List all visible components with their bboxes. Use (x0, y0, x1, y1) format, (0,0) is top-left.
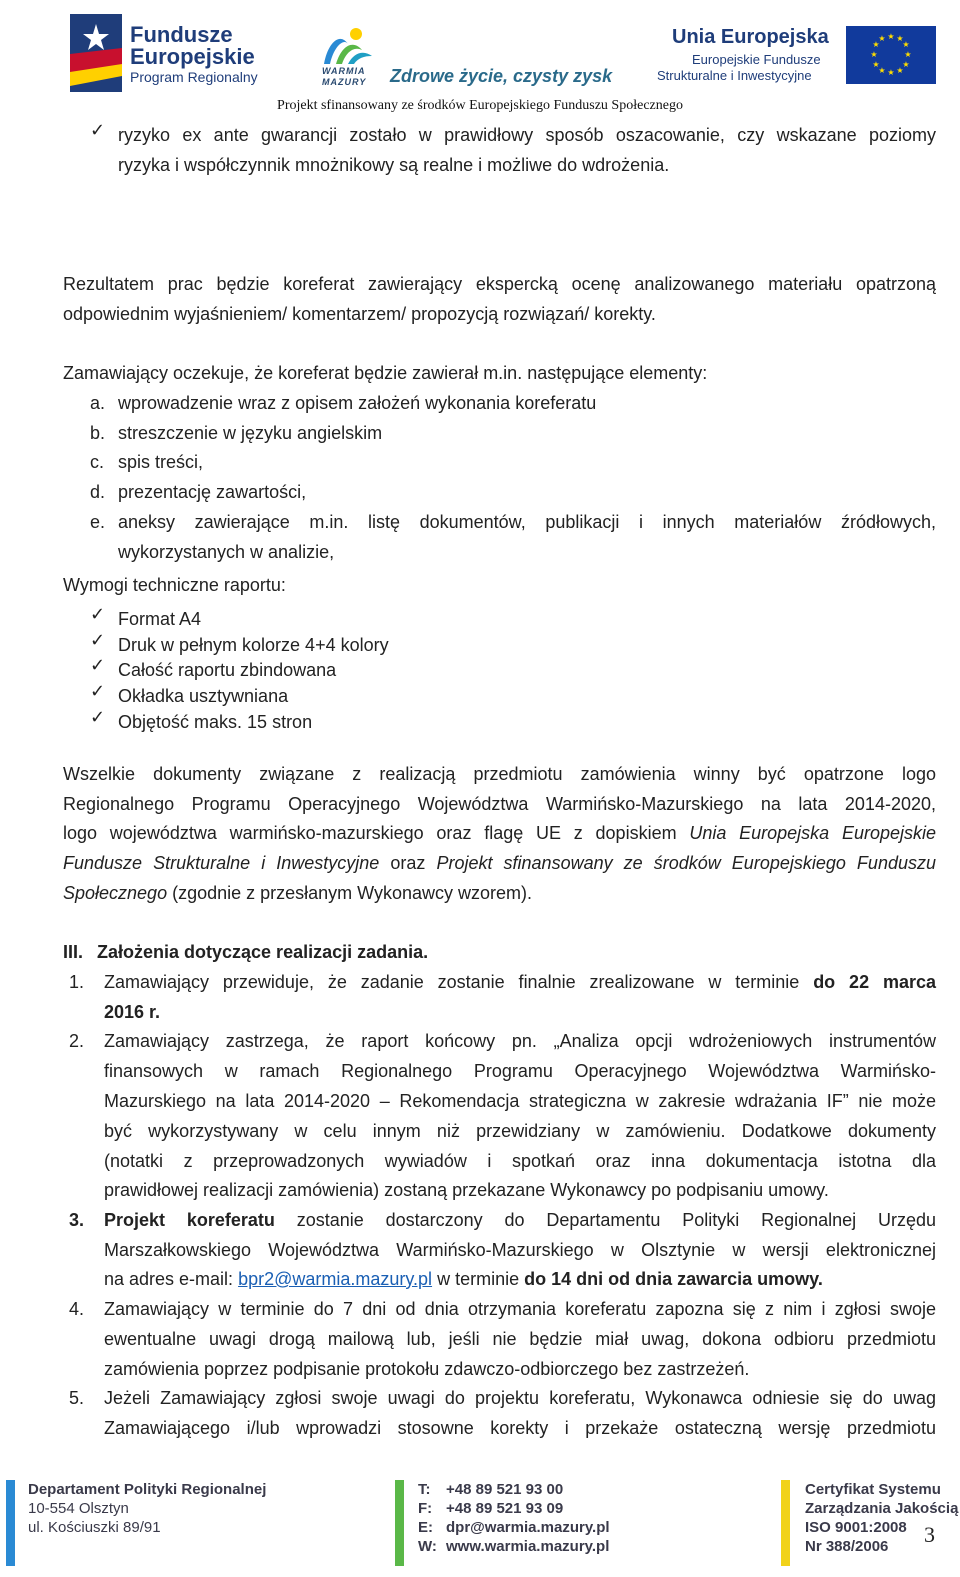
item5-line1: Jeżeli Zamawiający zgłosi swoje uwagi do projektu koreferatu, Wykonawca odniesie się do uwag (104, 1388, 936, 1408)
intro-check-line1: ryzyko ex ante gwarancji zostało w prawidłowy sposób oszacowanie, czy wskazane poziomy (118, 125, 936, 145)
intro-check-line2: ryzyka i współczynnik mnożnikowy są realne i możliwe do wdrożenia. (118, 155, 670, 175)
docs-line3 (63, 818, 936, 848)
svg-text:★: ★ (872, 40, 880, 49)
docs-line4 (63, 848, 936, 878)
checkmark-icon: ✓ (90, 630, 106, 651)
item1-line2: 2016 r. (104, 1002, 161, 1022)
phone-label: T: (418, 1481, 431, 1498)
item2-line3: Mazurskiego na lata 2014-2020 – Rekomendacja strategiczna w zakresie wdrażania IF” nie może (104, 1091, 936, 1111)
list-item: streszczenie w języku angielskim (118, 423, 383, 443)
footer-www-value[interactable]: www.warmia.mazury.pl (446, 1538, 610, 1555)
item1-line1 (104, 967, 936, 997)
section-title: Założenia dotyczące realizacji zadania. (97, 942, 429, 962)
list-item: spis treści, (118, 452, 204, 472)
item1-deadline: do 22 marca (813, 972, 936, 992)
tech-item: Format A4 (118, 609, 202, 629)
list-item-label: a. (90, 393, 106, 413)
fe-title-line2: Europejskie (130, 44, 255, 69)
list-item: prezentację zawartości, (118, 482, 307, 502)
docs-line2: Regionalnego Programu Operacyjnego Województwa Warmińsko-Mazurskiego na lata 2014-2020, (63, 794, 936, 814)
item3-bold: Projekt koreferatu (104, 1210, 275, 1230)
docs-line4-text: oraz (379, 853, 437, 873)
numbered-item-label: 2. (69, 1031, 85, 1051)
item5-line2: Zamawiającego i/lub wprowadzi stosowne korekty i przekaże ostateczną wersję przedmiotu (104, 1418, 936, 1438)
eu-flag-icon (846, 26, 936, 84)
footer-dept-street: ul. Kościuszki 89/91 (28, 1519, 161, 1536)
email-label: E: (418, 1519, 433, 1536)
docs-line5 (63, 878, 532, 908)
page-number: 3 (924, 1522, 935, 1547)
numbered-item-label: 3. (69, 1210, 85, 1230)
item4-line3: zamówienia poprzez podpisanie protokołu zdawczo-odbiorczego bez zastrzeżeń. (104, 1359, 750, 1379)
checkmark-icon: ✓ (90, 120, 106, 141)
item4-line2: ewentualne uwagi drogą mailową lub, jeśli nie będzie miał uwag, dokona odbioru przedmiotu (104, 1329, 936, 1349)
eu-title: Unia Europejska (672, 26, 829, 48)
item2-line1: Zamawiający zastrzega, że raport końcowy pn. „Analiza opcji wdrożeniowych instrumentów (104, 1031, 936, 1051)
fe-subtitle: Program Regionalny (130, 69, 258, 85)
item3-term: w terminie (432, 1269, 525, 1289)
list-item-label: b. (90, 423, 106, 443)
numbered-item-label: 4. (69, 1299, 85, 1319)
svg-text:★: ★ (902, 60, 910, 69)
result-para-line1: Rezultatem prac będzie koreferat zawierający ekspercką ocenę analizowanego materiału opatrzoną (63, 274, 936, 294)
eu-sub-line2: Strukturalne i Inwestycyjne (657, 68, 812, 83)
docs-line1: Wszelkie dokumenty związane z realizacją przedmiotu zamówienia winny być opatrzone logo (63, 764, 936, 784)
item3-email-label: na adres e-mail: (104, 1269, 239, 1289)
svg-text:★: ★ (902, 40, 910, 49)
svg-text:★: ★ (878, 66, 886, 75)
elements-intro: Zamawiający oczekuje, że koreferat będzie zawierał m.in. następujące elementy: (63, 363, 708, 383)
item3-deadline: do 14 dni od dnia zawarcia umowy. (524, 1269, 823, 1289)
svg-text:★: ★ (870, 50, 878, 59)
fe-title-line1: Fundusze (130, 22, 233, 47)
result-para-line2: odpowiednim wyjaśnieniem/ komentarzem/ propozycją rozwiązań/ korekty. (63, 304, 656, 324)
project-funding-line: Projekt sfinansowany ze środków Europejskiego Funduszu Społecznego (277, 98, 683, 113)
tech-item: Druk w pełnym kolorze 4+4 kolory (118, 635, 389, 655)
docs-line3-text: logo województwa warmińsko-mazurskiego oraz flagę UE z dopiskiem (63, 823, 690, 843)
checkmark-icon: ✓ (90, 681, 106, 702)
footer-dept-city: 10-554 Olsztyn (28, 1500, 129, 1517)
tech-item: Okładka usztywniana (118, 686, 289, 706)
item2-line5: (notatki z przeprowadzonych wywiadów i spotkań oraz inna dokumentacja istotna dla (104, 1151, 936, 1171)
docs-line3-italic: Unia Europejska Europejskie (689, 823, 936, 843)
wm-slogan: Zdrowe życie, czysty zysk (390, 66, 613, 86)
checkmark-icon: ✓ (90, 707, 106, 728)
numbered-item-label: 5. (69, 1388, 85, 1408)
footer-dept (28, 1480, 266, 1537)
tech-heading: Wymogi techniczne raportu: (63, 575, 286, 595)
svg-text:★: ★ (896, 66, 904, 75)
eu-sub-line1: Europejskie Fundusze (692, 52, 821, 67)
footer-cert (805, 1480, 958, 1556)
numbered-item-label: 1. (69, 972, 85, 992)
item3-text: zostanie dostarczony do Departamentu Polityki Regionalnej Urzędu (274, 1210, 936, 1230)
footer-dept-name: Departament Polityki Regionalnej (28, 1481, 267, 1498)
footer-blue-bar (6, 1480, 15, 1566)
www-label: W: (418, 1538, 437, 1555)
svg-text:★: ★ (904, 50, 912, 59)
checkmark-icon: ✓ (90, 655, 106, 676)
list-item: wprowadzenie wraz z opisem założeń wykonania koreferatu (118, 393, 597, 413)
footer-contacts (418, 1480, 610, 1556)
fundusze-europejskie-logo-icon (70, 14, 122, 92)
list-item-continuation: wykorzystanych w analizie, (118, 542, 335, 562)
docs-line5-text: (zgodnie z przesłanym Wykonawcy wzorem). (167, 883, 533, 903)
footer-email-value[interactable]: dpr@warmia.mazury.pl (446, 1519, 610, 1536)
svg-text:★: ★ (887, 68, 895, 77)
list-item: aneksy zawierające m.in. listę dokumentów, publikacji i innych materiałów źródłowych, (118, 512, 936, 532)
item3-line3 (104, 1264, 823, 1294)
docs-line4-italic-a: Fundusze Strukturalne i Inwestycyjne (63, 853, 380, 873)
item1-text: Zamawiający przewiduje, że zadanie zostanie finalnie zrealizowane w terminie (104, 972, 814, 992)
footer-green-bar (395, 1480, 404, 1566)
item3-line2: Marszałkowskiego Województwa Warmińsko-Mazurskiego w Olsztynie w wersji elektronicznej (104, 1240, 936, 1260)
svg-text:★: ★ (878, 34, 886, 43)
footer-cert-line1: Certyfikat Systemu (805, 1481, 941, 1498)
tech-item: Objętość maks. 15 stron (118, 712, 313, 732)
item4-line1: Zamawiający w terminie do 7 dni od dnia otrzymania koreferatu zapozna się z nim i zgłosi swoje (104, 1299, 936, 1319)
item2-line2: finansowych w ramach Regionalnego Programu Operacyjnego Województwa Warmińsko- (104, 1061, 936, 1081)
svg-text:★: ★ (887, 32, 895, 41)
email-link[interactable]: bpr2@warmia.mazury.pl (238, 1269, 433, 1289)
footer-cert-line4: Nr 388/2006 (805, 1538, 889, 1555)
footer-cert-line2: Zarządzania Jakością (805, 1500, 959, 1517)
docs-line4-italic-b: Projekt sfinansowany ze środków Europejskiego Funduszu (436, 853, 936, 873)
section-number: III. (63, 942, 84, 962)
phone-value: +48 89 521 93 00 (446, 1481, 564, 1498)
wm-name-line1: WARMIA (322, 66, 366, 76)
docs-line5-italic: Społecznego (63, 883, 168, 903)
svg-text:★: ★ (872, 60, 880, 69)
warmia-mazury-logo-icon (318, 24, 376, 68)
item3-line1 (104, 1205, 936, 1235)
fax-value: +48 89 521 93 09 (446, 1500, 564, 1517)
checkmark-icon: ✓ (90, 604, 106, 625)
footer-cert-line3: ISO 9001:2008 (805, 1519, 907, 1536)
item2-line6: prawidłowej realizacji zamówienia) zostaną przekazane Wykonawcy po podpisaniu umowy. (104, 1180, 829, 1200)
footer-yellow-bar (781, 1480, 790, 1566)
svg-text:★: ★ (896, 34, 904, 43)
wm-name-line2: MAZURY (322, 77, 367, 87)
list-item-label: e. (90, 512, 106, 532)
list-item-label: c. (90, 452, 105, 472)
item2-line4: być wykorzystywany w celu innym niż przewidziany w zamówieniu. Dodatkowe dokumenty (104, 1121, 936, 1141)
fax-label: F: (418, 1500, 433, 1517)
tech-item: Całość raportu zbindowana (118, 660, 337, 680)
list-item-label: d. (90, 482, 106, 502)
